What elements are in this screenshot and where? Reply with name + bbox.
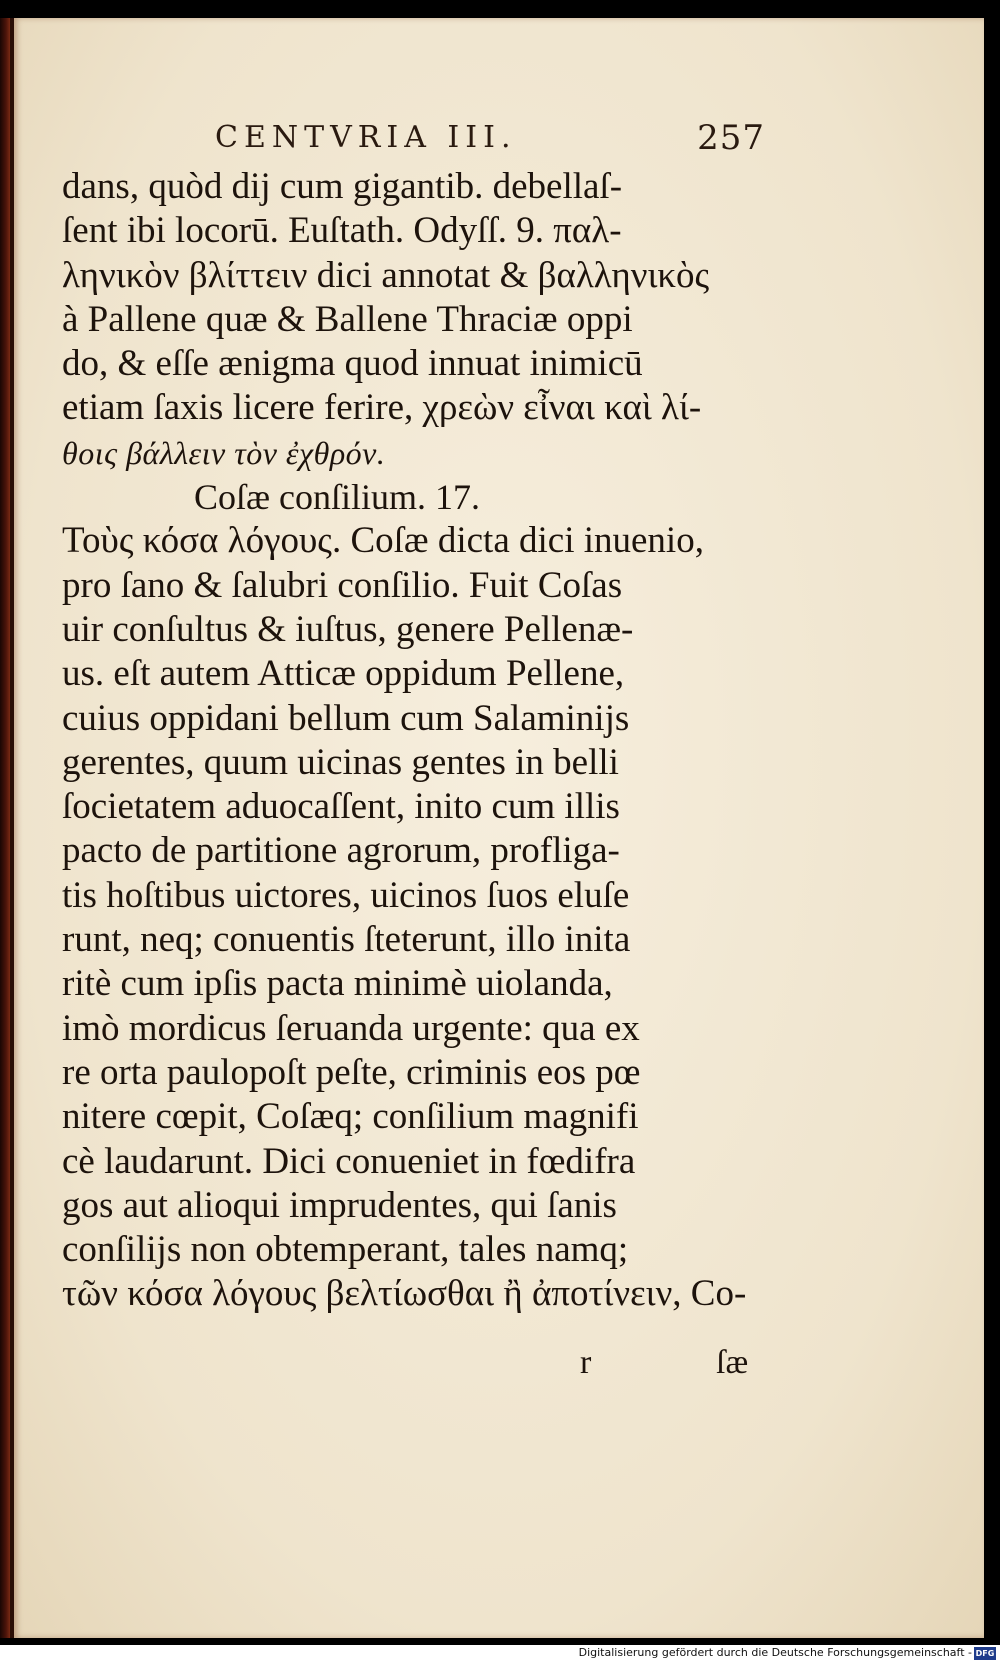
text-line: re orta paulopoſt peſte, criminis eos pœ: [62, 1051, 641, 1093]
dfg-logo-icon: DFG: [975, 1649, 995, 1658]
footer-credit: Digitalisierung gefördert durch die Deutsche Forschungsgemeinschaft -: [578, 1646, 972, 1659]
section-heading: Coſæ conſilium. 17.: [194, 477, 481, 518]
text-line: pacto de partitione agrorum, profliga-: [62, 830, 620, 872]
text-line: gerentes, quum uicinas gentes in belli: [62, 741, 619, 783]
book-spine-edge: [0, 18, 10, 1638]
text-line: ritè cum ipſis pacta minimè uiolanda,: [62, 963, 613, 1005]
text-line: à Pallene quæ & Ballene Thraciæ oppi: [62, 298, 633, 340]
text-line: gos aut alioqui imprudentes, qui ſanis: [62, 1184, 617, 1226]
body-text: [62, 165, 762, 1317]
text-line: ſocietatem aduocaſſent, inito cum illis: [62, 786, 620, 828]
catchword: ſæ: [716, 1344, 749, 1381]
text-line: nitere cœpit, Coſæq; conſilium magnifi: [62, 1096, 639, 1138]
text-line: tis hoſtibus uictores, uicinos ſuos eluſe: [62, 874, 630, 916]
page-number: 257: [697, 118, 765, 158]
text-line: θοις βάλλειν τὸν ἐχθρόν.: [62, 434, 386, 471]
text-line: ſent ibi locorū. Euſtath. Odyſſ. 9. παλ-: [62, 210, 622, 252]
signature-mark: r: [580, 1344, 592, 1381]
digitization-footer: [0, 1645, 1000, 1664]
text-line: etiam ſaxis licere ferire, χρεὼν εἶναι καὶ λί-: [62, 387, 702, 429]
text-line: conſilijs non obtemperant, tales namq;: [62, 1229, 629, 1271]
text-line: pro ſano & ſalubri conſilio. Fuit Coſas: [62, 564, 623, 606]
text-line: Τοὺς κόσα λόγους. Coſæ dicta dici inuenio,: [62, 520, 704, 562]
text-line: us. eſt autem Atticæ oppidum Pellene,: [62, 653, 625, 695]
running-head: [195, 120, 765, 160]
running-head-title: CENTVRIA III.: [215, 120, 517, 155]
text-line: τῶν κόσα λόγους βελτίωσθαι ἢ ἀποτίνειν, Co-: [62, 1273, 747, 1315]
text-line: uir conſultus & iuſtus, genere Pellenæ-: [62, 608, 634, 650]
text-line: dans, quòd dij cum gigantib. debellaſ-: [62, 166, 623, 207]
text-line: runt, neq; conuentis ſteterunt, illo inita: [62, 919, 631, 961]
text-line: cè laudarunt. Dici conueniet in fœdifra: [62, 1140, 636, 1182]
catchword-row: [0, 1344, 1000, 1388]
text-line: do, & eſſe ænigma quod innuat inimicū: [62, 343, 643, 385]
text-line: imò mordicus ſeruanda urgente: qua ex: [62, 1007, 640, 1049]
text-line: ληνικὸν βλίττειν dici annotat & βαλληνικὸς: [62, 254, 710, 296]
text-line: cuius oppidani bellum cum Salaminijs: [62, 697, 630, 739]
